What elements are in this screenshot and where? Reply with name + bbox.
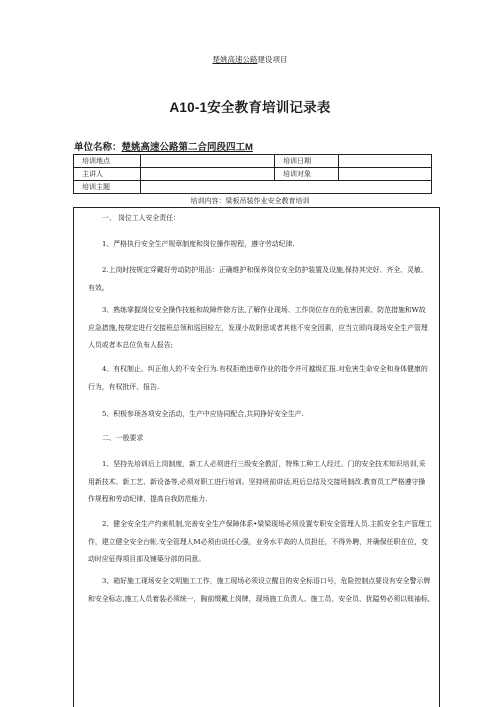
page-title: A10-1安全教育培训记录表 [169, 100, 331, 115]
content-paragraph: 4、有权制止、纠正他人的不安全行为.有权拒绝违章作业的指令并可越级汇报.对危害生命安全和身体健康的行为，有权批评、报告. [88, 365, 428, 391]
topic-field[interactable] [141, 181, 432, 194]
training-info-table [73, 154, 432, 194]
content-paragraph: 2.上岗时按规定穿戴好劳动防护用品：正确维护和保养岗位安全防护装置及设施,保持其完好、齐全、灵敏、有效。 [88, 266, 428, 292]
table-row [74, 181, 432, 194]
location-label: 培训地点 [74, 155, 141, 168]
topic-label: 培训主题 [74, 181, 141, 194]
content-paragraph: 3、熟练掌握岗位安全操作技能和故障件除方法,了解作业现场、工作岗位存在的危害因素、防范措施和W故应急措施,按规定进行交接班总领和巡回检左，发现小故附思或者其他不安全因素，应当立即向现场安全生产管理人员或者本总位负布人报告; [88, 306, 428, 349]
date-field[interactable] [339, 155, 432, 168]
lecturer-field[interactable] [141, 168, 275, 181]
audience-label: 培训对象 [275, 168, 339, 181]
date-label: 培训日期 [275, 155, 339, 168]
content-paragraph: 2、健全安全生产约束机制,完善安全生产保障体系•梁梁现场必须设置专职安全管理人员.主抓安全生产管理工作，建立健全安全台帐.安全管理人M必须由说任心强，业务水平高的人员担任，不得外聘，并确保任职在位，变动时应征得项目部及铺築分部的同意。 [88, 520, 432, 563]
content-paragraph: 1、严格执行安全生产规章制度和岗位操作规程，遵守劳动纪律. [102, 240, 295, 248]
lecturer-label: 主讲人 [74, 168, 141, 181]
location-field[interactable] [141, 155, 275, 168]
unit-name-line [74, 139, 253, 153]
project-name: 楚姚高速公路 [212, 55, 258, 64]
section-heading-general: 二、一般要求 [102, 434, 144, 442]
project-header [0, 54, 500, 65]
project-suffix: 建设项目 [257, 55, 288, 64]
section-heading-responsibility: 一、 岗位工人安全责任： [102, 214, 180, 222]
audience-field[interactable] [339, 168, 432, 181]
content-paragraph: 1、坚持先培训后上岗制度，新工人必须进行三级安全教訂，特殊工种工人经过、门的安全技术知识培训,采用新技术、新工艺、新设备等,必须对职工进行培训。坚持班前讲话,班后总结及交接班制改.教育员工严格遵守操作规程和劳动纪律，提高自我防范能力. [88, 460, 426, 503]
content-paragraph: 5、积极参顼各项安全活动，生产中应协同配合,共同挣好安全生产. [102, 410, 304, 418]
unit-name-label: 单位名称： [74, 142, 122, 153]
training-content-label: 培训内容：梁板吊装作业安全教育培训 [190, 197, 310, 205]
training-content-box [73, 207, 440, 707]
table-row [74, 168, 432, 181]
content-paragraph: 3、箱好施工现场安全文明施工工作，施工现场必须设立醒目的安全标语口号，危险控制点要设有安全警示牌和安全标志,施工人员着装必须统一，胸前缀戴上岗牌，现场施工负责人、施工员、安全员、犹隘势必须以账袖标, [88, 577, 431, 603]
unit-name-value: 楚姚高速公路第二合同段四工M [121, 142, 253, 153]
table-row [74, 155, 432, 168]
